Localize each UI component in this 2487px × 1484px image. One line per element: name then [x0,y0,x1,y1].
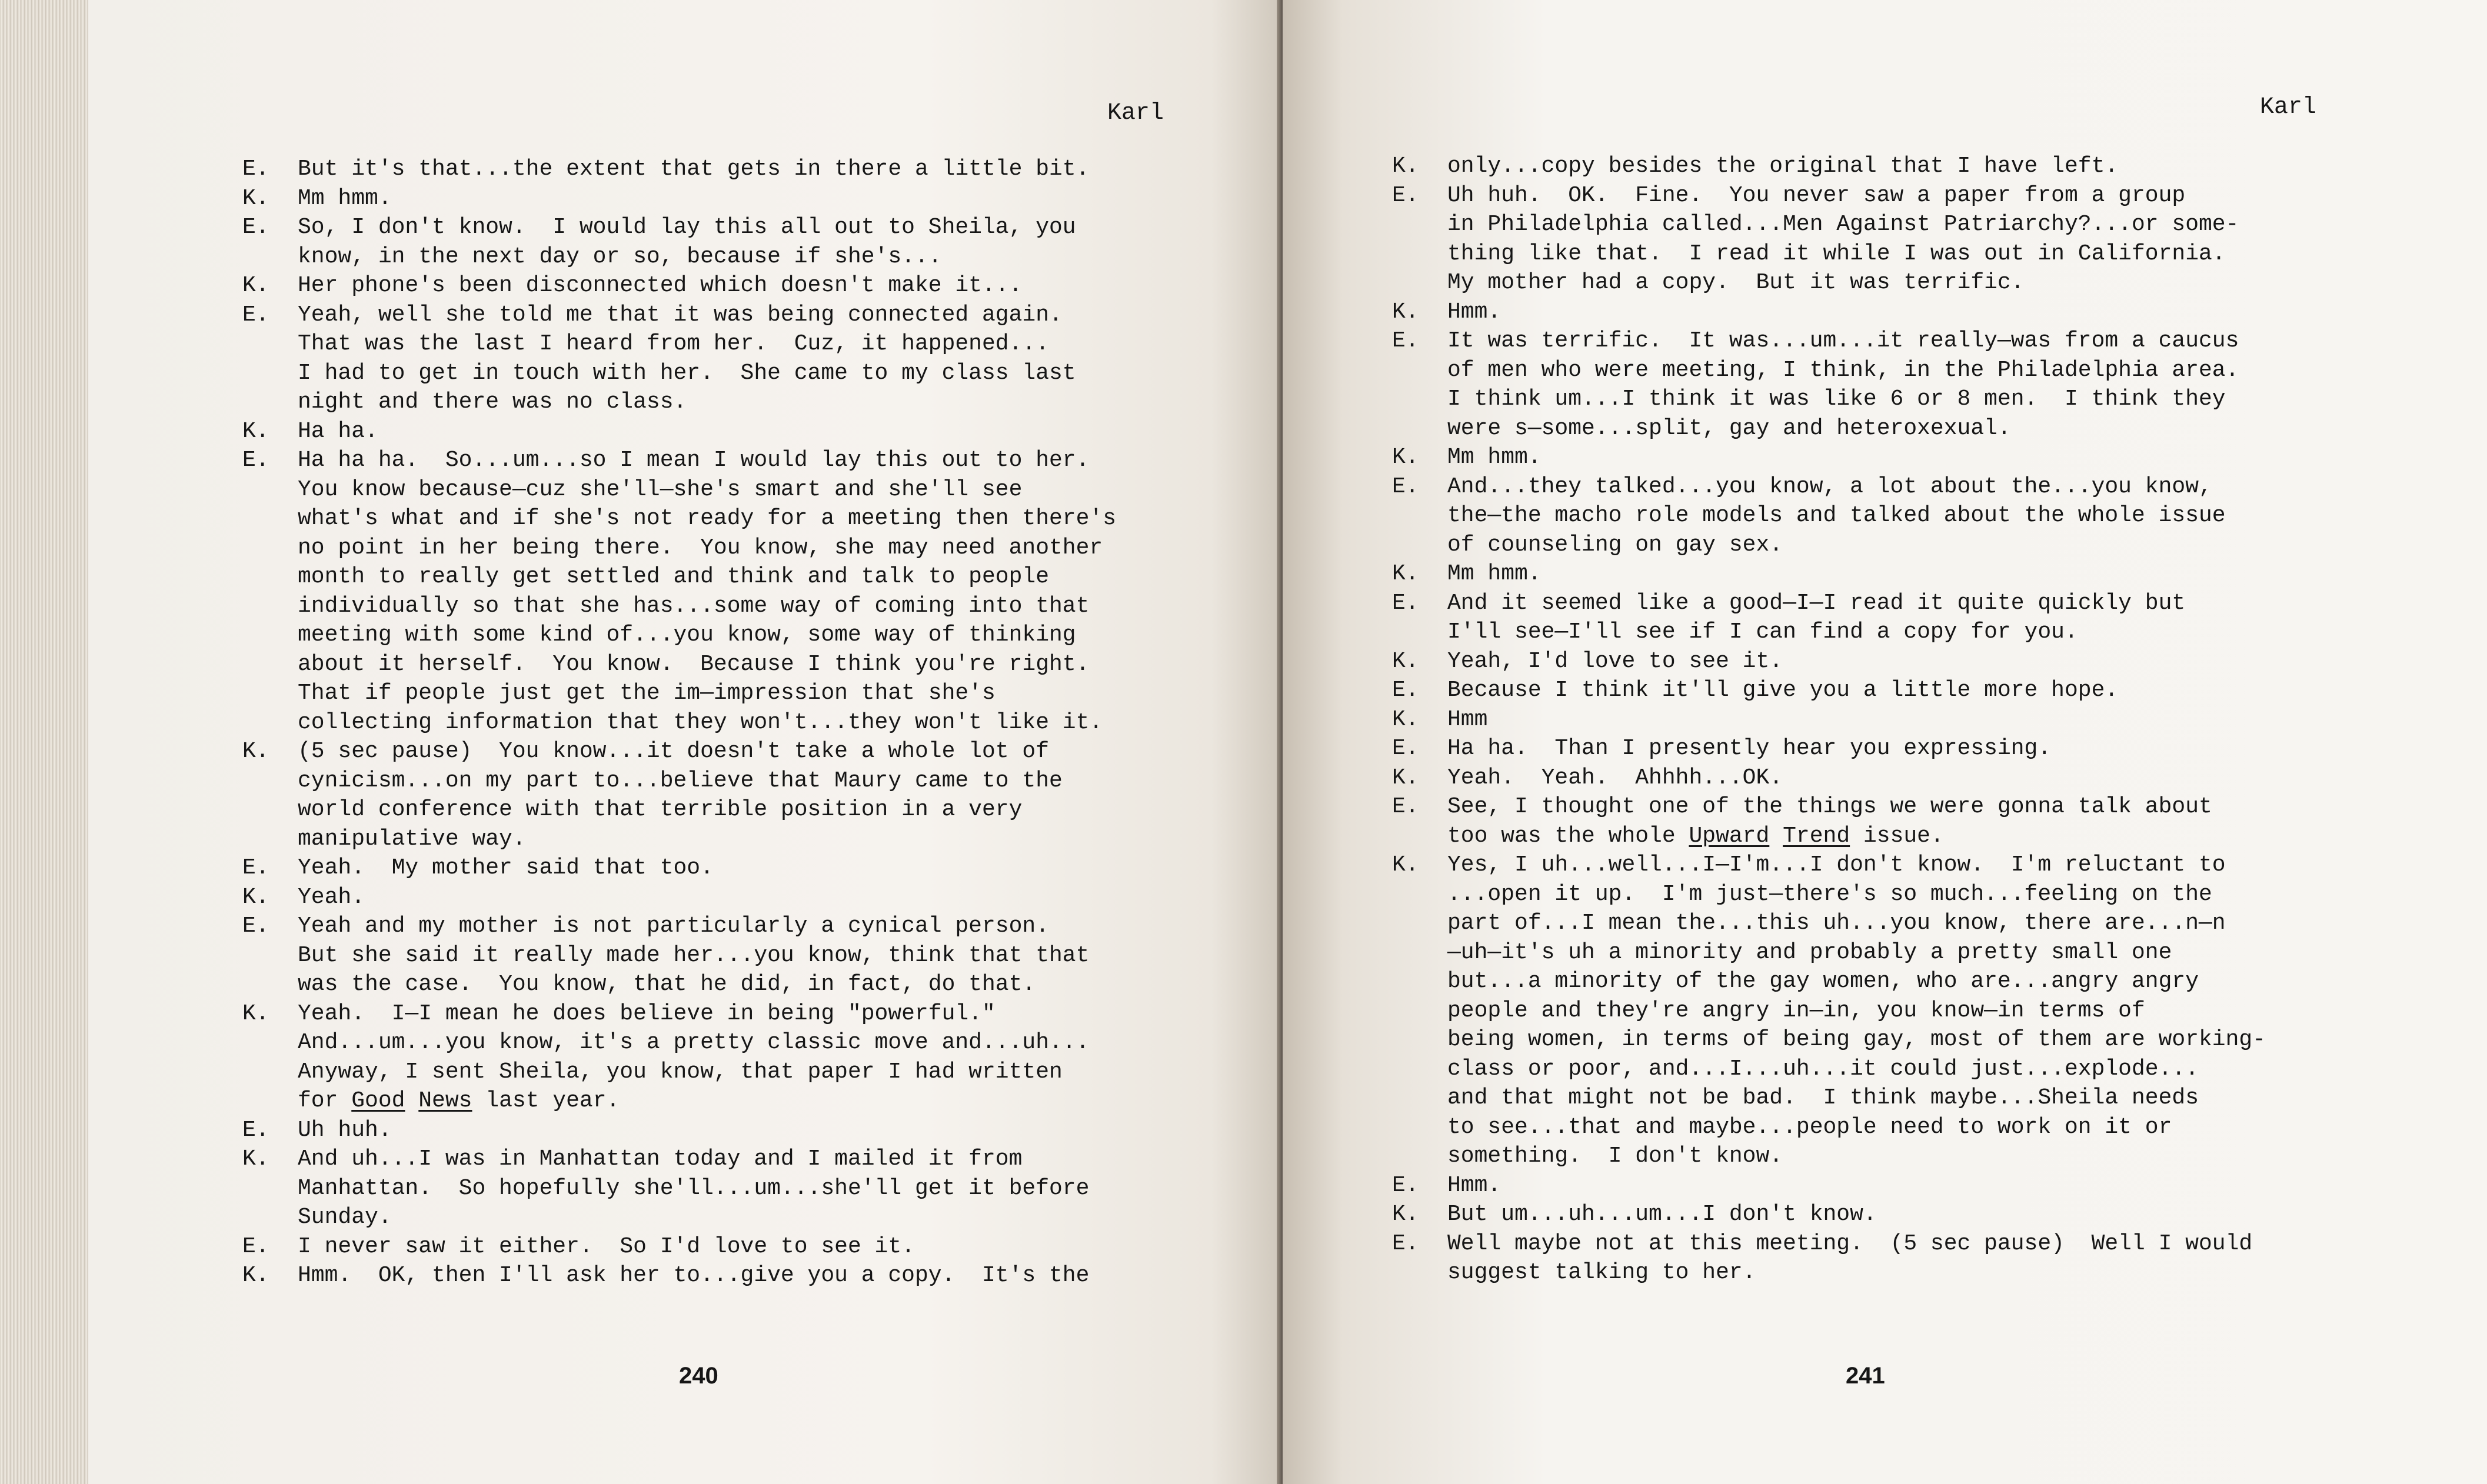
speaker-label: K. [242,884,269,910]
dialogue-line: collecting information that they won't...they won't like it. [298,709,1103,735]
running-header: Karl [2260,94,2317,121]
dialogue-line: And...they talked...you know, a lot about the...you know, [1447,473,2212,499]
speaker-label: K. [1392,648,1419,674]
speaker-label: K. [1392,765,1419,791]
speaker-label: K. [1392,561,1419,586]
right-page [1283,0,2487,1484]
dialogue-line: the—the macho role models and talked about the whole issue [1447,503,2226,528]
dialogue-line: was the case. You know, that he did, in fact, do that. [298,972,1036,997]
speaker-label: E. [1392,473,1419,499]
dialogue-entry [242,1232,1116,1262]
speaker-label: E. [1392,794,1419,819]
dialogue-entry [242,417,1116,446]
dialogue-line: were s—some...split, gay and heteroxexual. [1447,415,2011,441]
speaker-label: E. [1392,1230,1419,1256]
running-header: Karl [1107,100,1164,126]
speaker-label: E. [242,448,269,473]
speaker-label: K. [1392,706,1419,732]
dialogue-line: Hmm. [1447,1172,1501,1198]
dialogue-line: know, in the next day or so, because if she's... [298,244,942,269]
dialogue-line: Yeah, well she told me that it was being connected again. [298,302,1063,328]
dialogue-entry [242,1261,1116,1290]
dialogue-entry [242,446,1116,737]
dialogue-entry [1392,1171,2266,1200]
dialogue-line: But she said it really made her...you know, think that that [298,942,1090,968]
speaker-label: E. [242,302,269,328]
dialogue-line: I think um...I think it was like 6 or 8 men. I think they [1447,386,2226,412]
dialogue-line: —uh—it's uh a minority and probably a pretty small one [1447,939,2172,965]
speaker-label: E. [1392,182,1419,208]
dialogue-line: Because I think it'll give you a little more hope. [1447,678,2119,703]
dialogue-line: for Good News last year. [298,1088,620,1113]
speaker-label: E. [1392,678,1419,703]
dialogue-line: Yeah, I'd love to see it. [1447,648,1783,674]
dialogue-entry [1392,851,2266,1171]
dialogue-entry [242,1145,1116,1232]
dialogue-line: Ha ha. [298,418,378,444]
speaker-label: E. [242,1233,269,1259]
dialogue-line: Anyway, I sent Sheila, you know, that paper I had written [298,1059,1063,1085]
dialogue-line: Mm hmm. [298,185,392,211]
dialogue-line: being women, in terms of being gay, most of them are working- [1447,1027,2266,1052]
speaker-label: E. [242,855,269,881]
dialogue-entry [242,912,1116,999]
dialogue-entry [242,213,1116,271]
dialogue-entry [1392,763,2266,793]
dialogue-line: Uh huh. [298,1117,392,1143]
dialogue-line: My mother had a copy. But it was terrific. [1447,270,2025,295]
dialogue-line: And it seemed like a good—I—I read it quite quickly but [1447,590,2186,616]
dialogue-line: Yes, I uh...well...I—I'm...I don't know. I'm reluctant to [1447,852,2226,878]
dialogue-line: Her phone's been disconnected which doesn't make it... [298,273,1023,298]
dialogue-line: Ha ha. Than I presently hear you expressing. [1447,736,2052,761]
dialogue-line: I'll see—I'll see if I can find a copy for you. [1447,619,2078,645]
dialogue-entry [1392,298,2266,327]
dialogue-entry [242,1116,1116,1145]
dialogue-entry [1392,472,2266,560]
speaker-label: K. [1392,1202,1419,1227]
dialogue-entry [1392,676,2266,705]
dialogue-entry [1392,589,2266,647]
dialogue-line: Hmm. [1447,299,1501,325]
dialogue-line: Hmm. OK, then I'll ask her to...give you a copy. It's the [298,1263,1090,1288]
dialogue-line: I never saw it either. So I'd love to see it. [298,1233,915,1259]
dialogue-line: something. I don't know. [1447,1143,1783,1169]
speaker-label: E. [1392,328,1419,354]
dialogue-line: Yeah. [298,884,365,910]
dialogue-entry [1392,1200,2266,1229]
dialogue-entry [242,301,1116,417]
speaker-label: E. [242,913,269,939]
page-number: 241 [1846,1363,1885,1389]
dialogue-entry [1392,181,2266,298]
dialogue-line: Mm hmm. [1447,561,1542,586]
dialogue-line: too was the whole Upward Trend issue. [1447,823,1944,849]
dialogue-entry [1392,443,2266,472]
speaker-label: K. [242,739,269,764]
dialogue-line: I had to get in touch with her. She came to my class last [298,360,1076,386]
left-page [88,0,1283,1484]
speaker-label: K. [242,1263,269,1288]
dialogue-line: in Philadelphia called...Men Against Patriarchy?...or some- [1447,212,2239,237]
speaker-label: E. [242,215,269,240]
dialogue-line: You know because—cuz she'll—she's smart and she'll see [298,476,1023,502]
dialogue-entry [1392,152,2266,181]
dialogue-line: no point in her being there. You know, she may need another [298,535,1103,561]
dialogue-line: about it herself. You know. Because I think you're right. [298,651,1090,677]
speaker-label: E. [1392,1172,1419,1198]
dialogue-line: Hmm [1447,706,1488,732]
dialogue-line: but...a minority of the gay women, who are...angry angry [1447,969,2199,994]
speaker-label: K. [1392,445,1419,470]
page-edges [0,0,88,1484]
dialogue-entry [242,999,1116,1116]
dialogue-line: Well maybe not at this meeting. (5 sec pause) Well I would [1447,1230,2253,1256]
speaker-label: E. [1392,590,1419,616]
dialogue-line: Manhattan. So hopefully she'll...um...she'll get it before [298,1175,1090,1201]
dialogue-entry [1392,705,2266,735]
speaker-label: K. [242,273,269,298]
dialogue-line: Sunday. [298,1205,392,1230]
speaker-label: K. [242,418,269,444]
dialogue-line: world conference with that terrible position in a very [298,797,1023,822]
dialogue-line: manipulative way. [298,826,526,852]
speaker-label: K. [1392,852,1419,878]
dialogue-entry [242,155,1116,184]
dialogue-line: But um...uh...um...I don't know. [1447,1202,1877,1227]
speaker-label: K. [1392,299,1419,325]
dialogue-entry [242,853,1116,883]
dialogue-line: Mm hmm. [1447,445,1542,470]
dialogue-entry [242,883,1116,912]
dialogue-line: what's what and if she's not ready for a meeting then there's [298,506,1117,531]
page-number: 240 [679,1363,718,1389]
dialogue-line: part of...I mean the...this uh...you know, there are...n—n [1447,911,2226,936]
speaker-label: E. [242,156,269,182]
dialogue-entry [1392,326,2266,443]
speaker-label: K. [242,1146,269,1172]
dialogue-entry [1392,792,2266,851]
dialogue-entry [1392,734,2266,763]
dialogue-line: to see...that and maybe...people need to work on it or [1447,1114,2172,1140]
dialogue-line: of men who were meeting, I think, in the Philadelphia area. [1447,357,2239,383]
dialogue-line: and that might not be bad. I think maybe...Sheila needs [1447,1085,2199,1111]
dialogue-line: So, I don't know. I would lay this all out to Sheila, you [298,215,1076,240]
dialogue-line: But it's that...the extent that gets in there a little bit. [298,156,1090,182]
dialogue [242,155,1116,1290]
dialogue-line: Ha ha ha. So...um...so I mean I would lay this out to her. [298,448,1090,473]
dialogue-entry [242,737,1116,853]
speaker-label: K. [1392,154,1419,179]
dialogue-entry [1392,647,2266,676]
dialogue-line: (5 sec pause) You know...it doesn't take a whole lot of [298,739,1050,764]
speaker-label: E. [242,1117,269,1143]
dialogue-line: class or poor, and...I...uh...it could just...explode... [1447,1056,2199,1082]
dialogue [1392,152,2266,1288]
dialogue-line: thing like that. I read it while I was out in California. [1447,241,2226,266]
dialogue-line: And uh...I was in Manhattan today and I mailed it from [298,1146,1023,1172]
dialogue-entry [242,271,1116,301]
dialogue-line: cynicism...on my part to...believe that Maury came to the [298,768,1063,793]
dialogue-entry [242,184,1116,214]
dialogue-entry [1392,559,2266,589]
dialogue-line: Yeah. Yeah. Ahhhh...OK. [1447,765,1783,791]
dialogue-line: Yeah. I—I mean he does believe in being "powerful." [298,1001,996,1026]
dialogue-entry [1392,1229,2266,1288]
dialogue-line: individually so that she has...some way of coming into that [298,593,1090,619]
dialogue-line: only...copy besides the original that I have left. [1447,154,2119,179]
dialogue-line: And...um...you know, it's a pretty classic move and...uh... [298,1030,1090,1055]
dialogue-line: Uh huh. OK. Fine. You never saw a paper from a group [1447,182,2186,208]
speaker-label: K. [242,1001,269,1026]
speaker-label: K. [242,185,269,211]
dialogue-line: That if people just get the im—impression that she's [298,681,996,706]
dialogue-line: people and they're angry in—in, you know—in terms of [1447,998,2145,1023]
dialogue-line: of counseling on gay sex. [1447,532,1783,558]
dialogue-line: night and there was no class. [298,389,687,415]
dialogue-line: meeting with some kind of...you know, some way of thinking [298,622,1076,648]
dialogue-line: ...open it up. I'm just—there's so much...feeling on the [1447,881,2212,907]
dialogue-line: That was the last I heard from her. Cuz, it happened... [298,331,1050,356]
dialogue-line: suggest talking to her. [1447,1260,1756,1285]
dialogue-line: See, I thought one of the things we were gonna talk about [1447,794,2212,819]
dialogue-line: month to really get settled and think and talk to people [298,564,1050,589]
dialogue-line: Yeah. My mother said that too. [298,855,714,881]
dialogue-line: Yeah and my mother is not particularly a cynical person. [298,913,1050,939]
dialogue-line: It was terrific. It was...um...it really—was from a caucus [1447,328,2239,354]
speaker-label: E. [1392,736,1419,761]
